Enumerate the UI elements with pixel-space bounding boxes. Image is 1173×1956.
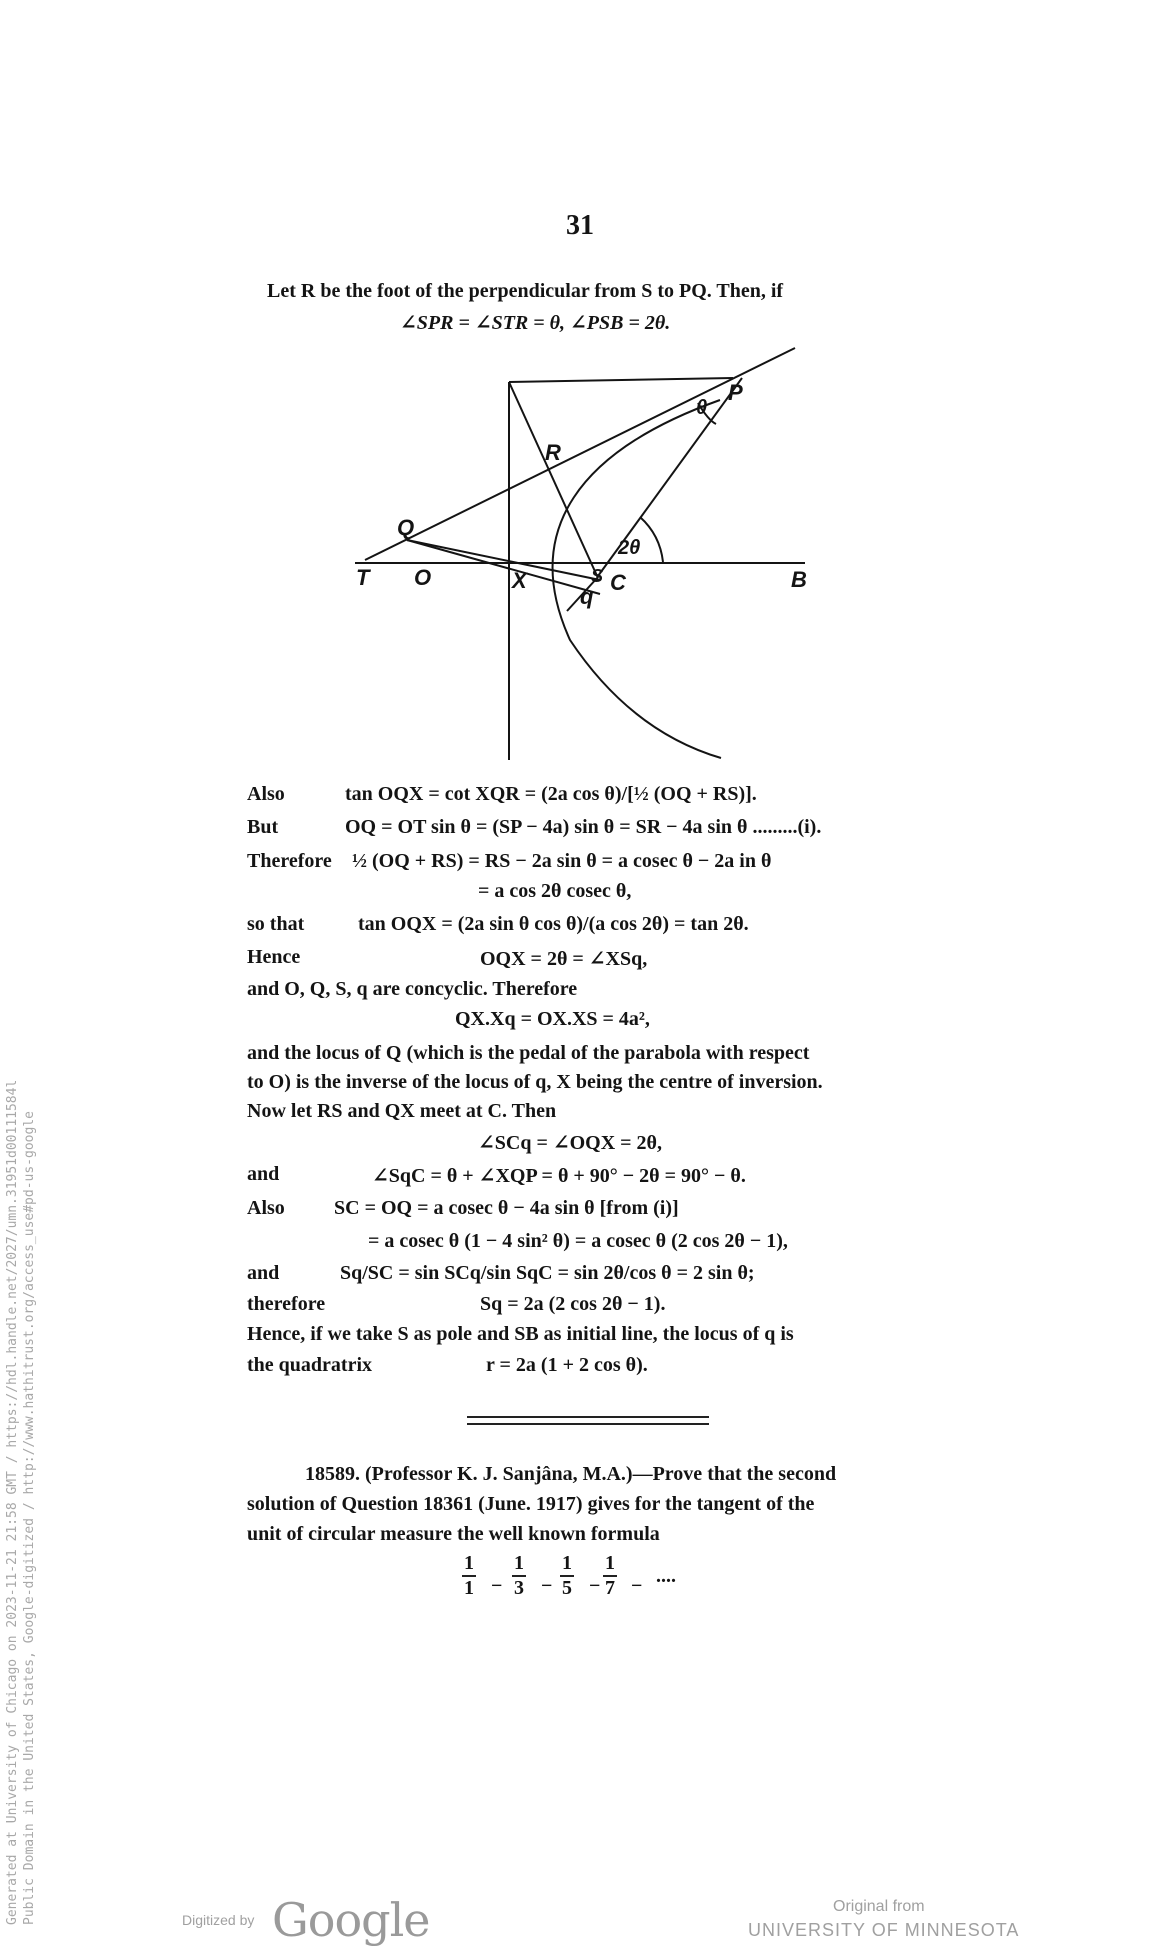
fraction-1 bbox=[462, 1552, 476, 1600]
parabola-figure bbox=[340, 340, 820, 770]
deriv-eq-8: and the locus of Q (which is the pedal of the parabola with respect bbox=[247, 1042, 810, 1064]
fraction-4-num: 1 bbox=[603, 1552, 617, 1577]
angle-2theta-arc bbox=[640, 517, 663, 562]
line-top bbox=[509, 378, 733, 382]
deriv-eq-15: Sq/SC = sin SCq/sin SqC = sin 2θ/cos θ = 2 sin θ; bbox=[340, 1262, 755, 1284]
deriv-label-12: and bbox=[247, 1163, 280, 1185]
page-number: 31 bbox=[566, 210, 594, 241]
label-S: S bbox=[591, 566, 604, 586]
deriv-eq-10: Now let RS and QX meet at C. Then bbox=[247, 1100, 557, 1122]
label-C: C bbox=[610, 570, 626, 595]
label-O: O bbox=[414, 565, 432, 590]
sidebar-line-2: Public Domain in the United States, Google-digitized / http://www.hathitrust.org/access_use#pd-us-google bbox=[22, 1111, 37, 1925]
deriv-label-5: Hence bbox=[247, 946, 301, 968]
deriv-label-13: Also bbox=[247, 1197, 285, 1219]
line-Q-to-S bbox=[407, 540, 600, 580]
intro-line-1: Let R be the foot of the perpendicular from S to PQ. Then, if bbox=[267, 280, 784, 302]
label-R: R bbox=[545, 440, 561, 465]
deriv-label-2: Therefore bbox=[247, 850, 332, 872]
deriv-eq-7: QX.Xq = OX.XS = 4a², bbox=[455, 1008, 650, 1030]
deriv-eq-16: Sq = 2a (2 cos 2θ − 1). bbox=[480, 1293, 666, 1315]
original-from-text: Original from bbox=[833, 1898, 925, 1915]
fraction-1-den: 1 bbox=[464, 1577, 474, 1599]
deriv-eq-17: Hence, if we take S as pole and SB as initial line, the locus of q is bbox=[247, 1323, 794, 1345]
fraction-2 bbox=[512, 1552, 526, 1600]
fraction-2-num: 1 bbox=[512, 1552, 526, 1577]
question-line-1: 18589. (Professor K. J. Sanjâna, M.A.)—Prove that the second bbox=[305, 1463, 837, 1485]
sidebar-line-1: Generated at University of Chicago on 2023-11-21 21:58 GMT / https://hdl.handle.net/2027/umn.31951d00111584l bbox=[5, 1079, 20, 1925]
question-line-3: unit of circular measure the well known formula bbox=[247, 1523, 660, 1545]
deriv-eq-9: to O) is the inverse of the locus of q, X being the centre of inversion. bbox=[247, 1071, 823, 1093]
fraction-3-num: 1 bbox=[560, 1552, 574, 1577]
deriv-eq-5: OQX = 2θ = ∠XSq, bbox=[480, 948, 648, 970]
deriv-eq-6: and O, Q, S, q are concyclic. Therefore bbox=[247, 978, 578, 1000]
label-T: T bbox=[356, 565, 370, 590]
fraction-2-den: 3 bbox=[514, 1577, 524, 1599]
deriv-label-4: so that bbox=[247, 913, 305, 935]
label-two-theta: 2θ bbox=[618, 537, 641, 559]
deriv-label-1: But bbox=[247, 816, 279, 838]
deriv-eq-12: ∠SqC = θ + ∠XQP = θ + 90° − 2θ = 90° − θ. bbox=[372, 1165, 746, 1187]
label-Q: Q bbox=[397, 515, 415, 540]
ellipsis: .... bbox=[656, 1565, 676, 1587]
fraction-4-den: 7 bbox=[605, 1577, 615, 1599]
label-P: P bbox=[728, 380, 743, 405]
digitized-by-text: Digitized by bbox=[182, 1912, 255, 1928]
separator-rule-bottom bbox=[467, 1423, 709, 1425]
deriv-eq-3: = a cos 2θ cosec θ, bbox=[478, 880, 632, 902]
label-q: q bbox=[580, 584, 594, 609]
intro-line-2: ∠SPR = ∠STR = θ, ∠PSB = 2θ. bbox=[400, 312, 671, 334]
deriv-label-16: therefore bbox=[247, 1293, 326, 1315]
deriv-eq-14: = a cosec θ (1 − 4 sin² θ) = a cosec θ (2 cos 2θ − 1), bbox=[368, 1230, 788, 1252]
label-theta: θ bbox=[696, 397, 708, 419]
sidebar-watermark bbox=[4, 1080, 38, 1925]
deriv-eq-11: ∠SCq = ∠OQX = 2θ, bbox=[478, 1132, 662, 1154]
minus-3: − bbox=[589, 1575, 601, 1597]
deriv-eq-4: tan OQX = (2a sin θ cos θ)/(a cos 2θ) = tan 2θ. bbox=[358, 913, 749, 935]
deriv-label-0: Also bbox=[247, 783, 285, 805]
deriv-eq-1: OQ = OT sin θ = (SP − 4a) sin θ = SR − 4a sin θ .........(i). bbox=[345, 816, 822, 838]
deriv-eq-2: ½ (OQ + RS) = RS − 2a sin θ = a cosec θ − 2a in θ bbox=[352, 850, 772, 872]
deriv-eq-18: r = 2a (1 + 2 cos θ). bbox=[486, 1354, 648, 1376]
deriv-eq-0: tan OQX = cot XQR = (2a cos θ)/[½ (OQ + RS)]. bbox=[345, 783, 757, 805]
fraction-1-num: 1 bbox=[462, 1552, 476, 1577]
minus-4: − bbox=[631, 1575, 643, 1597]
question-line-2: solution of Question 18361 (June. 1917) gives for the tangent of the bbox=[247, 1493, 815, 1515]
library-name: UNIVERSITY OF MINNESOTA bbox=[748, 1920, 1020, 1940]
fraction-4 bbox=[603, 1552, 617, 1600]
separator-rule-top bbox=[467, 1416, 709, 1418]
google-logo: Google bbox=[272, 1893, 430, 1947]
minus-2: − bbox=[541, 1575, 553, 1597]
parabola-curve bbox=[553, 400, 721, 758]
label-X: X bbox=[512, 568, 527, 593]
deriv-label-15: and bbox=[247, 1262, 280, 1284]
fraction-3 bbox=[560, 1552, 574, 1600]
deriv-eq-13: SC = OQ = a cosec θ − 4a sin θ [from (i)] bbox=[334, 1197, 679, 1219]
deriv-label-18: the quadratrix bbox=[247, 1354, 372, 1376]
fraction-3-den: 5 bbox=[562, 1577, 572, 1599]
minus-1: − bbox=[491, 1575, 503, 1597]
line-QX-to-q bbox=[407, 540, 600, 594]
label-B: B bbox=[791, 567, 807, 592]
